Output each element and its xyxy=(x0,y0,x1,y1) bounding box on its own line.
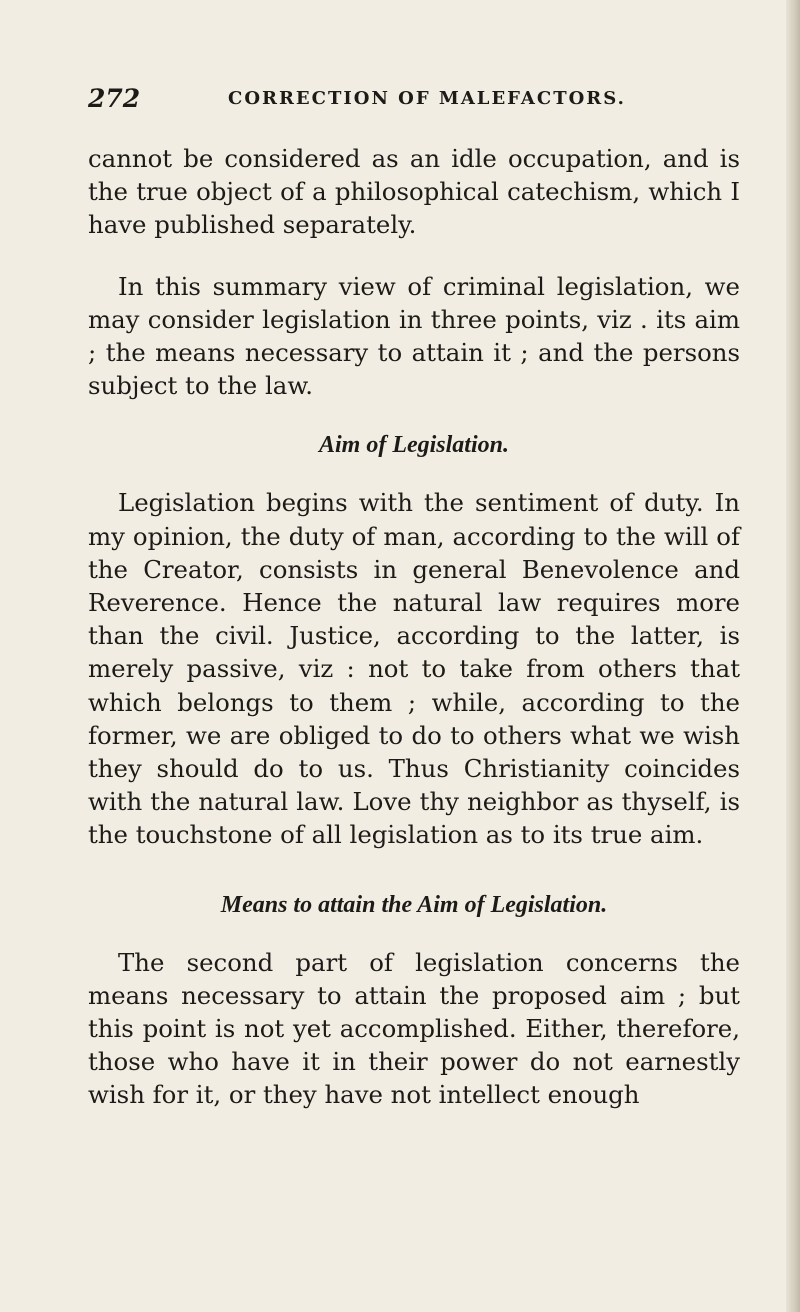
page-number: 272 xyxy=(88,84,141,113)
running-head xyxy=(88,80,740,120)
section-heading-aim: Aim of Legislation. xyxy=(318,432,509,459)
page-edge xyxy=(786,0,800,1312)
paragraph-4: The second part of legislation concerns the means necessary to attain the proposed aim ; but this point is not yet accomplished. Either, therefore, those who have it in their power do not earnestly wish for it, or they have not intellect enough xyxy=(88,947,740,1110)
paragraph-3: Legislation begins with the sentiment of duty. In my opinion, the duty of man, according to the will of the Creator, consists in general Benevolence and Reverence. Hence the natural law requires more than the civil. Justice, according to the latter, is merely passive, viz : not to take from others that which belongs to them ; while, according to the former, we are obliged to do to others what we wish they should do to us. Thus Christianity coincides with the natural law. Love thy neighbor as thyself, is the touchstone of all legislation as to its true aim. xyxy=(88,488,740,850)
running-title: CORRECTION OF MALEFACTORS. xyxy=(228,88,626,109)
section-heading-means: Means to attain the Aim of Legislation. xyxy=(220,891,608,918)
paragraph-2: In this summary view of criminal legislation, we may consider legislation in three points, viz . its aim ; the means necessary to attain it ; and the persons subject to the law. xyxy=(88,271,740,401)
book-page xyxy=(88,80,740,1112)
paragraph-1: cannot be considered as an idle occupation, and is the true object of a philosophical catechism, which I have published separately. xyxy=(88,144,740,240)
